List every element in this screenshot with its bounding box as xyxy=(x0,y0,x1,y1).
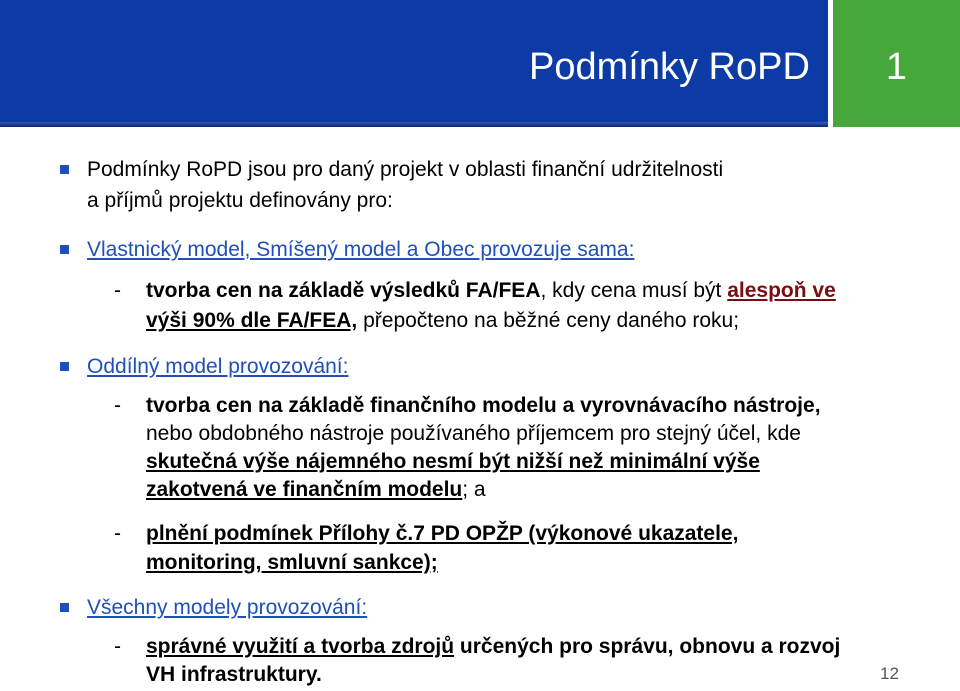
dash-marker: - xyxy=(114,522,121,545)
slide-badge-number: 1 xyxy=(885,46,908,88)
emphasis-text: tvorba cen na základě výsledků FA/FEA xyxy=(146,279,541,302)
bullet-1-line-1: Podmínky RoPD jsou pro daný projekt v oblasti finanční udržitelnosti xyxy=(87,158,724,181)
bullet-1-line-2: a příjmů projektu definovány pro: xyxy=(87,189,393,212)
bullet-3-detail-2-line-2: monitoring, smluvní sankce); xyxy=(146,551,438,574)
bullet-square-icon xyxy=(60,362,69,371)
page-number: 12 xyxy=(880,664,899,683)
bullet-3-detail-line-2: nebo obdobného nástroje používaného příjemcem pro stejný účel, kde xyxy=(146,422,801,445)
plain-text: , kdy cena musí být xyxy=(540,279,728,302)
plain-bold-text: určených pro správu, obnovu a rozvoj xyxy=(454,635,841,658)
bullet-3-detail-line-1: tvorba cen na základě finančního modelu a vyrovnávacího nástroje, xyxy=(146,394,821,417)
plain-text: přepočteno na běžné ceny daného roku; xyxy=(357,309,740,332)
plain-text: ; a xyxy=(462,478,486,501)
bullet-2-detail-line-2 xyxy=(146,308,739,334)
bullet-2-detail-line-1 xyxy=(146,278,836,304)
dash-marker: - xyxy=(114,394,121,417)
bullet-4-heading: Všechny modely provozování: xyxy=(87,596,368,619)
dash-marker: - xyxy=(114,279,121,302)
bullet-2-heading: Vlastnický model, Smíšený model a Obec provozuje sama: xyxy=(87,238,635,261)
emphasis-text: zakotvená ve finančním modelu xyxy=(146,478,463,501)
dash-marker: - xyxy=(114,635,121,658)
slide-title: Podmínky RoPD xyxy=(529,46,810,88)
emphasis-text: výši 90% dle FA/FEA, xyxy=(146,309,358,332)
bullet-3-detail-line-3: skutečná výše nájemného nesmí být nižší než minimální výše xyxy=(146,450,760,473)
bullet-3-detail-2-line-1: plnění podmínek Přílohy č.7 PD OPŽP (výkonové ukazatele, xyxy=(146,522,739,545)
bullet-4-detail-line-1 xyxy=(146,634,840,660)
bullet-3-heading: Oddílný model provozování: xyxy=(87,355,349,378)
bullet-3-detail-line-4 xyxy=(146,477,486,503)
bullet-4-detail-line-2: VH infrastruktury. xyxy=(146,663,322,686)
bullet-square-icon xyxy=(60,603,69,612)
bullet-square-icon xyxy=(60,245,69,254)
emphasis-text: správné využití a tvorba zdrojů xyxy=(146,635,455,658)
emphasis-text: alespoň ve xyxy=(727,279,836,302)
bullet-square-icon xyxy=(60,165,69,174)
